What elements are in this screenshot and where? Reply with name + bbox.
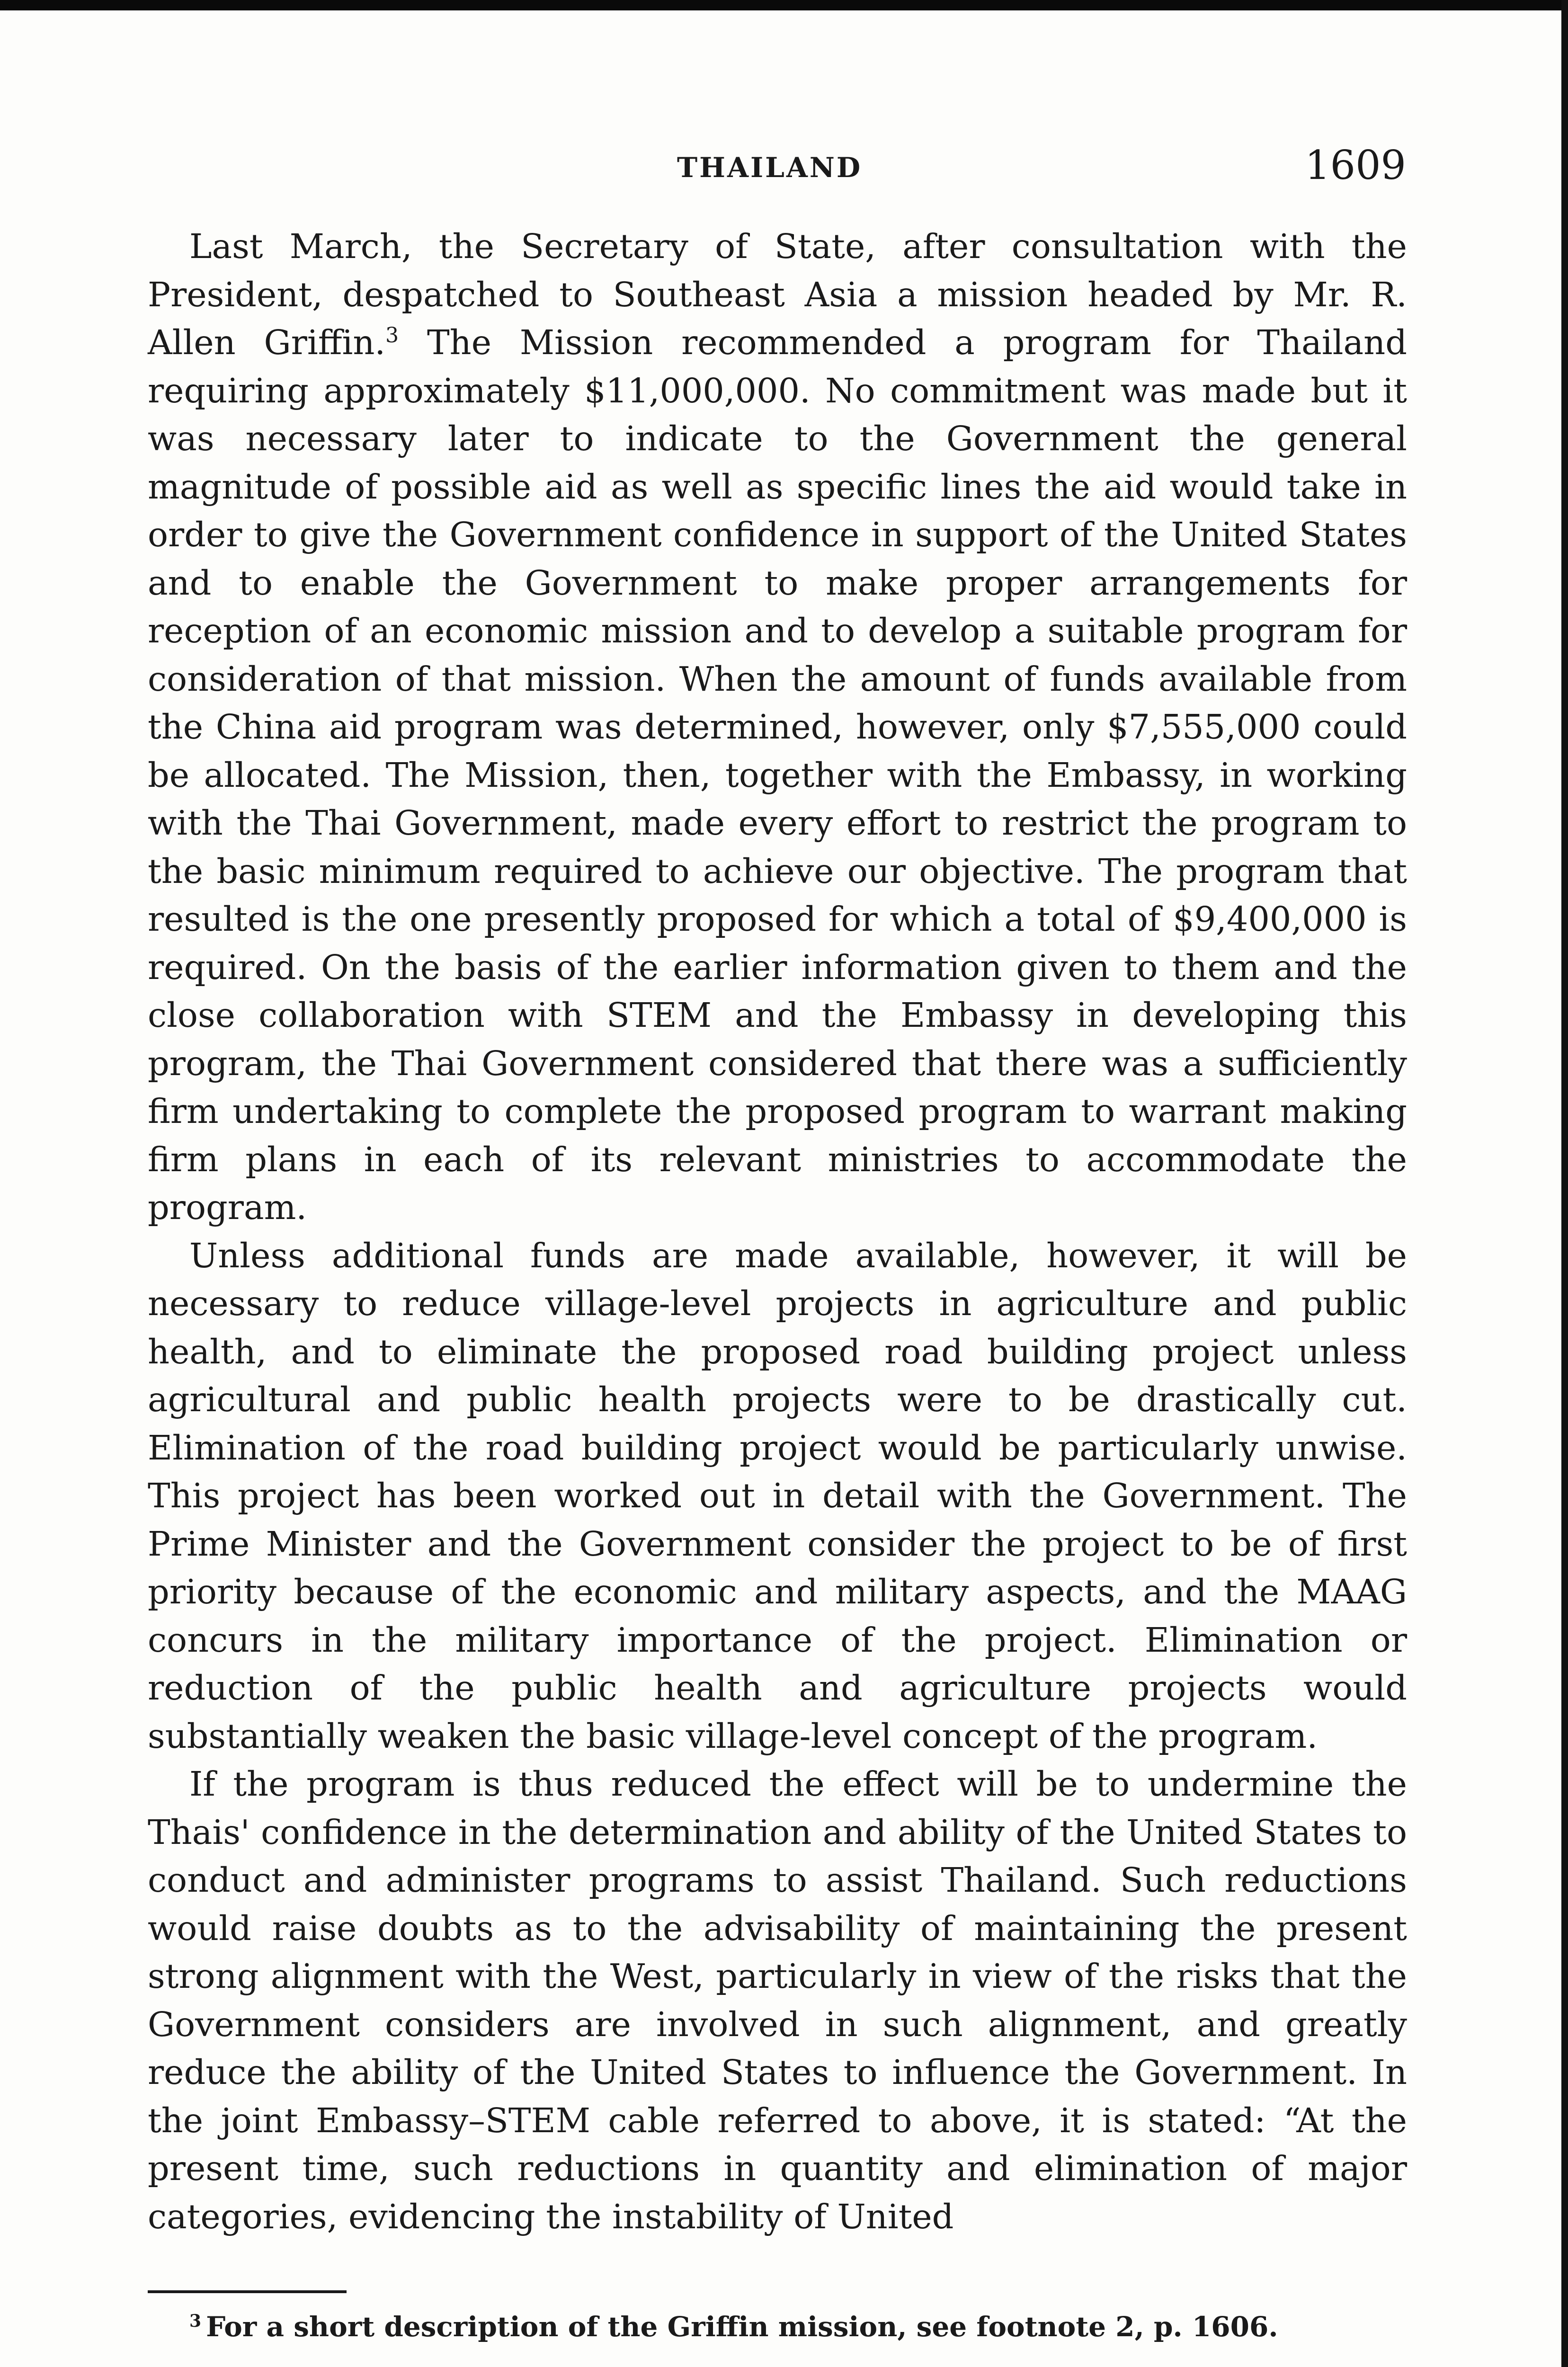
running-head (156, 142, 1406, 199)
footnote (189, 2308, 1373, 2346)
footnote-divider (148, 2290, 347, 2293)
paragraph-3: If the program is thus reduced the effect will be to undermine the Thais' confidence in the determination and ability of the United States to conduct and administer programs to assist Thailand. Such reductions would raise doubts as to the advisability of maintaining the present strong alignment with the West, particularly in view of the risks that the Government considers are involved in such alignment, and greatly reduce the ability of the United States to influence the Government. In the joint Embassy–STEM cable referred to above, it is stated: “At the present time, such reductions in quantity and elimination of major categories, evidencing the instability of United (148, 1764, 1407, 2236)
footnote-reference: 3 (385, 323, 399, 348)
top-edge-shadow (0, 0, 1568, 10)
body-text (148, 222, 1407, 2241)
footnote-marker: 3 (189, 2311, 202, 2331)
paragraph-2: Unless additional funds are made available, however, it will be necessary to reduce village-level projects in agriculture and public health, and to eliminate the proposed road building project unless agricultural and public health projects were to be drastically cut. Elimination of the road building project would be particularly unwise. This project has been worked out in detail with the Government. The Prime Minister and the Government consider the project to be of first priority because of the economic and military aspects, and the MAAG concurs in the military importance of the project. Elimination or reduction of the public health and agriculture projects would substantially weaken the basic village-level concept of the program. (148, 1236, 1407, 1756)
paragraph-1-text-start: Last March, the Secretary of State, after consultation with the President, despatched to Southeast Asia a mission headed by Mr. R. Allen Griffin. (148, 227, 1407, 362)
paragraph-1-text-end: The Mission recommended a program for Thailand requiring approximately $11,000,000. No commitment was made but it was necessary later to indicate to the Government the general magnitude of possible aid as well as specific lines the aid would take in order to give the Government confidence in support of the United States and to enable the Government to make proper arrangements for reception of an economic mission and to develop a suitable program for consideration of that mission. When the amount of funds available from the China aid program was determined, however, only $7,555,000 could be allocated. The Mission, then, together with the Embassy, in working with the Thai Government, made every effort to restrict the program to the basic minimum required to achieve our objective. The program that resulted is the one presently proposed for which a total of $9,400,000 is required. On the basis of the earlier information given to them and the close collaboration with STEM and the Embassy in developing this program, the Thai Government considered that there was a sufficiently firm undertaking to complete the proposed program to warrant making firm plans in each of its relevant ministries to accommodate the program. (148, 323, 1407, 1227)
running-title: THAILAND (677, 151, 863, 184)
footnote-text: For a short description of the Griffin mission, see footnote 2, p. 1606. (206, 2311, 1278, 2343)
paragraph-1 (148, 222, 1407, 1232)
page-number: 1609 (1305, 142, 1406, 188)
right-edge-shadow (1561, 0, 1568, 2367)
